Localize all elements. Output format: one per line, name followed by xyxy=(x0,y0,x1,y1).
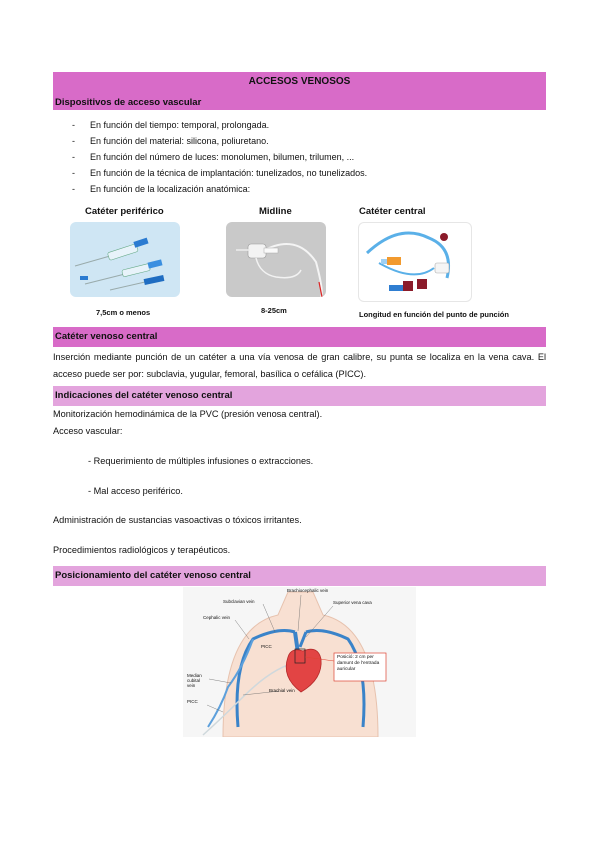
label-median-cubital: Median cubital vein xyxy=(187,673,202,688)
central-catheter-illustration xyxy=(359,223,471,301)
central-catheter-image xyxy=(358,222,472,302)
device-classification-list xyxy=(72,117,367,197)
caption-midline: 8-25cm xyxy=(261,306,287,315)
section-header-indications: Indicaciones del catéter venoso central xyxy=(53,386,546,406)
midline-catheter-illustration xyxy=(226,222,326,297)
indication-monitorizacion: Monitorización hemodinámica de la PVC (presión venosa central). xyxy=(53,409,323,419)
cvc-description: Inserción mediante punción de un catéter a una vía venosa de gran calibre, su punta se localiza en la vena cava. El acceso puede ser por: subclavia, yugular, femoral, basílica o cefálica (PICC). xyxy=(53,352,546,379)
caption-central: Longitud en función del punto de punción xyxy=(359,310,509,319)
label-position-note: Posició: 2 cm per damunt de l'entrada auricular xyxy=(337,655,380,672)
label-brachiocephalic: Brachiocephalic vein xyxy=(287,588,329,593)
indication-vasoactivas: Administración de sustancias vasoactivas o tóxicos irritantes. xyxy=(53,515,302,525)
peripheral-catheter-image xyxy=(70,222,180,297)
peripheral-catheter-illustration xyxy=(70,222,180,297)
figure-label-midline: Midline xyxy=(259,206,292,217)
indication-sub-infusiones: - Requerimiento de múltiples infusiones o extracciones. xyxy=(88,456,314,466)
label-picc-bottom: PICC xyxy=(187,699,198,704)
cvc-position-diagram xyxy=(183,587,416,737)
section-header-positioning: Posicionamiento del catéter venoso central xyxy=(53,566,546,586)
label-picc-top: PICC xyxy=(261,644,272,649)
indication-acceso-vascular: Acceso vascular: xyxy=(53,426,123,436)
indication-procedimientos: Procedimientos radiológicos y terapéuticos. xyxy=(53,545,231,555)
label-brachial: Brachial vein xyxy=(269,688,295,693)
list-item: - En función del número de luces: monolumen, bilumen, trilumen, ... xyxy=(72,152,355,162)
page-title: ACCESOS VENOSOS xyxy=(248,76,351,87)
list-item: - En función de la técnica de implantación: tunelizados, no tunelizados. xyxy=(72,168,368,178)
section-header-accesos xyxy=(53,72,546,110)
list-item: - En función del material: silicona, poliuretano. xyxy=(72,136,269,146)
section-header-cvc: Catéter venoso central xyxy=(53,327,546,347)
label-svc: Superior vena cava xyxy=(333,600,372,605)
caption-peripheral: 7,5cm o menos xyxy=(96,308,151,317)
list-item: - En función de la localización anatómica: xyxy=(72,184,251,194)
indication-sub-mal-acceso: - Mal acceso periférico. xyxy=(88,486,183,496)
list-item: - En función del tiempo: temporal, prolongada. xyxy=(72,120,270,130)
label-cephalic: Cephalic vein xyxy=(203,615,231,620)
figure-label-peripheral: Catéter periférico xyxy=(85,206,164,217)
midline-catheter-image xyxy=(226,222,326,297)
figure-label-central: Catéter central xyxy=(359,206,426,217)
label-subclavian: Subclavian vein xyxy=(223,599,255,604)
section-subtitle-dispositivos: Dispositivos de acceso vascular xyxy=(55,97,202,108)
